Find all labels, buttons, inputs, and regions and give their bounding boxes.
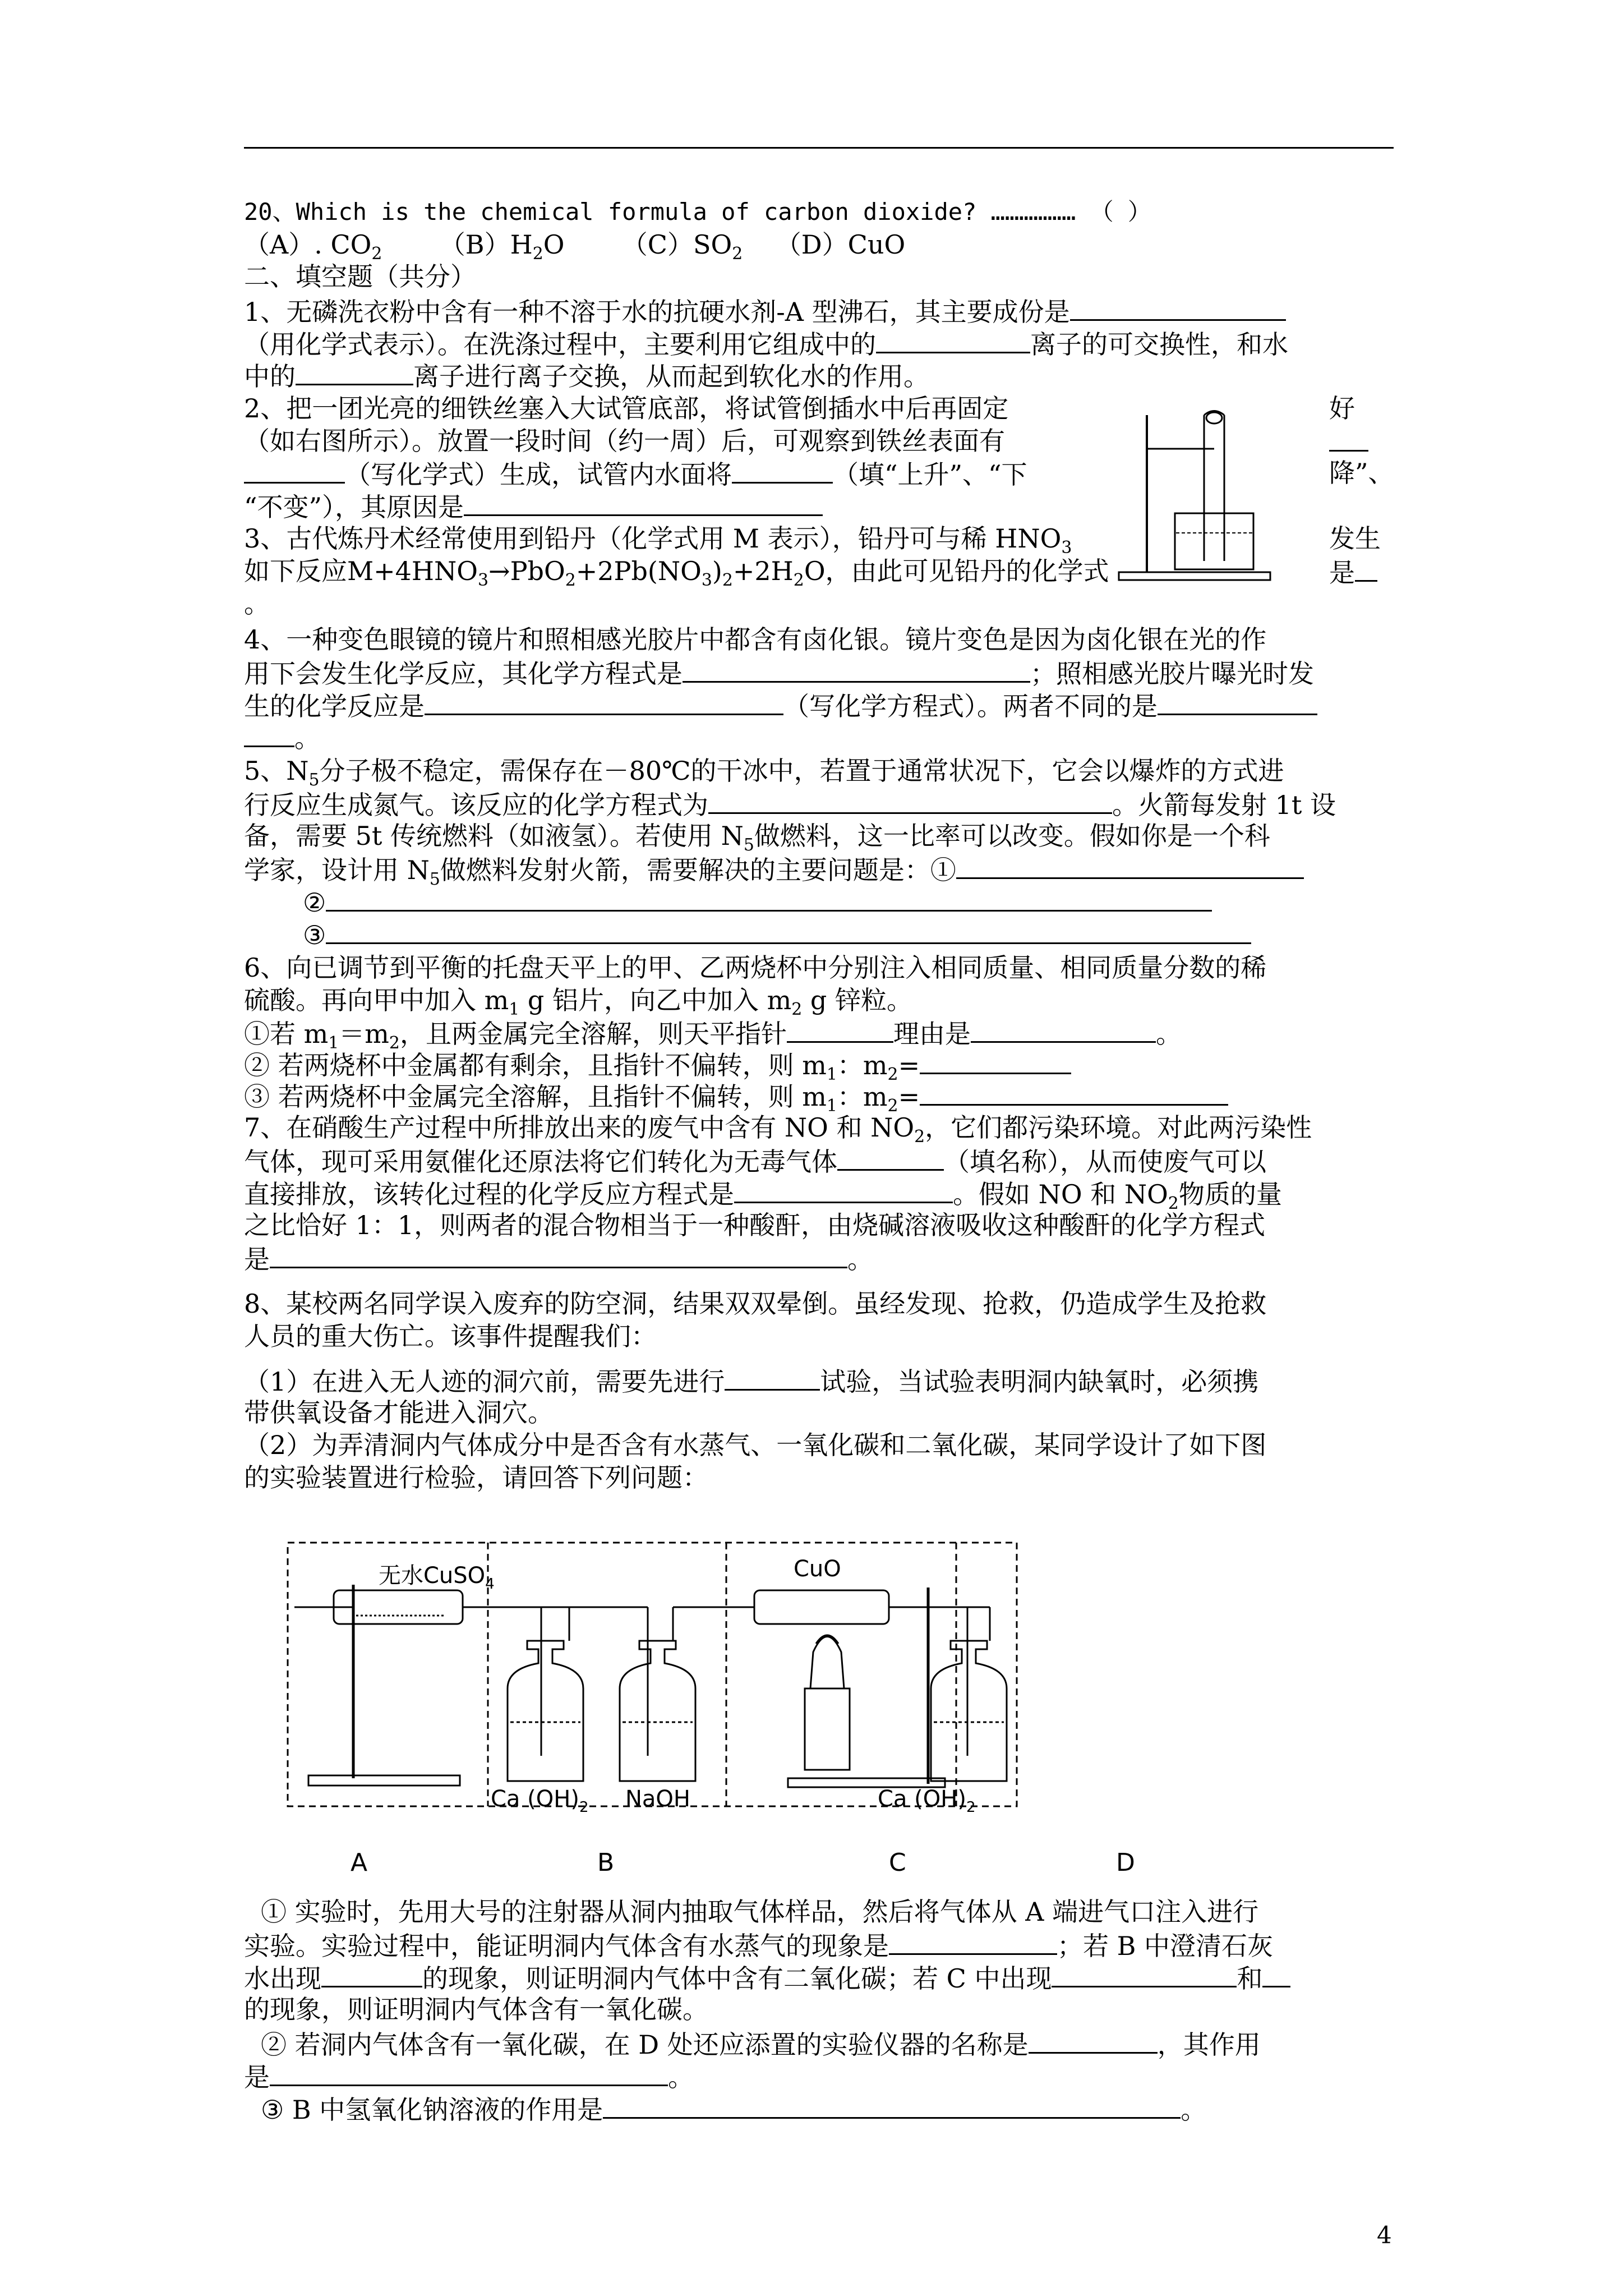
cuso4-label: 无水CuSO$_4$	[379, 1563, 495, 1593]
q4-line3: 生的化学反应是 （写化学方程式）。两者不同的是	[244, 689, 1317, 722]
caoh2-b-label: Ca $(OH)_2$	[491, 1786, 589, 1816]
q5-line1: 5、$N_5$分子极不稳定，需保存在－80℃的干冰中，若置于通常状况下，它会以爆炸的方式进	[244, 756, 1284, 790]
q5-line5: ②	[303, 885, 1212, 918]
q7-line4: 之比恰好 1：1，则两者的混合物相当于一种酸酐，由烧碱溶液吸收这种酸酐的化学方程式	[244, 1210, 1266, 1240]
q4-line2: 用下会发生化学反应，其化学方程式是 ；照相感光胶片曝光时发	[244, 656, 1314, 689]
q3-line1: 3、古代炼丹术经常使用到铅丹（化学式用 M 表示），铅丹可与稀 $HNO_3$	[244, 523, 1072, 558]
q1-line3: 中的 离子进行离子交换，从而起到软化水的作用。	[244, 359, 929, 392]
q7-line2: 气体，现可采用氨催化还原法将它们转化为无毒气体 （填名称），从而使废气可以	[244, 1144, 1266, 1177]
q8-s3-line1: ③ B 中氢氧化钠溶液的作用是 。	[261, 2092, 1206, 2125]
q8-p1-line1: （1）在进入无人迹的洞穴前，需要先进行 试验，当试验表明洞内缺氧时，必须携	[244, 1364, 1258, 1397]
q2-right-blank	[1329, 425, 1368, 458]
q2-line1: 2、把一团光亮的细铁丝塞入大试管底部，将试管倒插水中后再固定	[244, 393, 1009, 424]
gas-test-apparatus	[278, 1520, 1197, 1879]
q6-line3: ①若 $m_1=m_2$，且两金属完全溶解，则天平指针 理由是 。	[244, 1016, 1182, 1059]
q2-line2: （如右图所示）。放置一段时间（约一周）后，可观察到铁丝表面有	[244, 426, 1005, 456]
q3-right2: 是	[1329, 555, 1377, 588]
section-d-bottle	[931, 1607, 1007, 1781]
q2-line3: （写化学式）生成，试管内水面将 （填“上升”、“下	[244, 457, 1027, 490]
q1-line1: 1、无磷洗衣粉中含有一种不溶于水的抗硬水剂-A 型沸石，其主要成份是	[244, 295, 1286, 328]
q8-s1-line4: 的现象，则证明洞内气体含有一氧化碳。	[244, 1994, 708, 2024]
q8-s2-line2: 是 。	[244, 2060, 694, 2093]
beaker	[1175, 513, 1253, 569]
header-rule	[244, 147, 1394, 149]
q6-line1: 6、向已调节到平衡的托盘天平上的甲、乙两烧杯中分别注入相同质量、相同质量分数的稀	[244, 953, 1267, 983]
q5-line4: 学家，设计用 $N_5$做燃料发射火箭，需要解决的主要问题是：①	[244, 853, 1304, 895]
q5-line3: 备，需要 5t 传统燃料（如液氢）。若使用 $N_5$做燃料，这一比率可以改变。假如你是一个科	[244, 821, 1270, 855]
q1-line2: （用化学式表示）。在洗涤过程中，主要利用它组成中的 离子的可交换性，和水	[244, 327, 1288, 360]
q5-line2: 行反应生成氮气。该反应的化学方程式为 。火箭每发射 1t 设	[244, 788, 1336, 821]
q2-right3: 降”、	[1329, 458, 1394, 488]
test-tube	[1204, 411, 1224, 562]
q3-line3: 。	[244, 588, 270, 619]
label-d: D	[1116, 1848, 1135, 1877]
q7-line1: 7、在硝酸生产过程中所排放出来的废气中含有 NO 和 $NO_2$，它们都污染环境。对此两污染性	[244, 1112, 1312, 1147]
label-c: C	[889, 1848, 906, 1877]
q4-line1: 4、一种变色眼镜的镜片和照相感光胶片中都含有卤化银。镜片变色是因为卤化银在光的作	[244, 624, 1267, 655]
q8-s1-line3: 水出现 的现象，则证明洞内气体中含有二氧化碳；若 C 中出现 和	[244, 1961, 1290, 1994]
q3-right1: 发生	[1329, 523, 1381, 554]
q8-p2-line1: （2）为弄清洞内气体成分中是否含有水蒸气、一氧化碳和二氧化碳，某同学设计了如下图	[244, 1430, 1267, 1460]
label-b: B	[597, 1848, 615, 1877]
q7-line5: 是 。	[244, 1242, 873, 1275]
q5-line6: ③	[303, 918, 1251, 951]
q6-line5: ③ 若两烧杯中金属完全溶解，且指针不偏转，则 $m_1$：$m_2=$	[244, 1079, 1228, 1122]
q7-line3: 直接排放，该转化过程的化学反应方程式是 。假如 NO 和 $NO_2$物质的量	[244, 1177, 1282, 1220]
section-c-heating	[754, 1588, 990, 1787]
section-a-drying-tube	[294, 1585, 569, 1786]
q8-s1-line2: 实验。实验过程中，能证明洞内气体含有水蒸气的现象是 ；若 B 中澄清石灰	[244, 1929, 1273, 1962]
q8-line1: 8、某校两名同学误入废弃的防空洞，结果双双晕倒。虽经发现、抢救，仍造成学生及抢救	[244, 1289, 1267, 1319]
label-a: A	[351, 1848, 368, 1877]
section-b-bottles	[508, 1607, 754, 1781]
naoh-label: NaOH	[625, 1786, 690, 1812]
q3-line2: 如下反应$M+4HNO_3\to PbO_2+2Pb(NO_3)_2+2H_2O$，由此可见铅丹的化学式	[244, 556, 1109, 591]
q8-p1-line2: 带供氧设备才能进入洞穴。	[244, 1397, 554, 1428]
q6-line2: 硫酸。再向甲中加入 $m_1$ g 铝片，向乙中加入 $m_2$ g 锌粒。	[244, 985, 912, 1020]
q8-line2: 人员的重大伤亡。该事件提醒我们：	[244, 1321, 657, 1351]
q8-p2-line2: 的实验装置进行检验，请回答下列问题：	[244, 1462, 708, 1493]
q4-line4: 。	[244, 721, 320, 754]
test-tube-apparatus	[1113, 393, 1276, 595]
q2-right1: 好	[1329, 393, 1355, 424]
q20-options: （A）. $CO_2$ $(B)H_2O$ $(C)SO_2$ （D）CuO	[244, 229, 906, 264]
q6-line4: ② 若两烧杯中金属都有剩余，且指针不偏转，则 $m_1$：$m_2=$	[244, 1048, 1071, 1091]
cuo-label: CuO	[794, 1556, 841, 1582]
q8-s2-line1: ② 若洞内气体含有一氧化碳，在 D 处还应添置的实验仪器的名称是 ，其作用	[261, 2027, 1261, 2060]
section-title: 二、填空题（共分）	[244, 261, 476, 292]
steel-wool	[1206, 412, 1222, 424]
stand-base	[1119, 572, 1270, 580]
q2-line4: “不变”），其原因是	[244, 490, 823, 523]
q8-s1-line1: ① 实验时，先用大号的注射器从洞内抽取气体样品，然后将气体从 A 端进气口注入进行	[261, 1897, 1259, 1927]
page-number: 4	[1377, 2221, 1392, 2249]
q20-stem: 20、Which is the chemical formula of carbon dioxide? ……………… （ ）	[244, 198, 1151, 226]
caoh2-c-label: Ca $(OH)_2$	[878, 1786, 976, 1816]
